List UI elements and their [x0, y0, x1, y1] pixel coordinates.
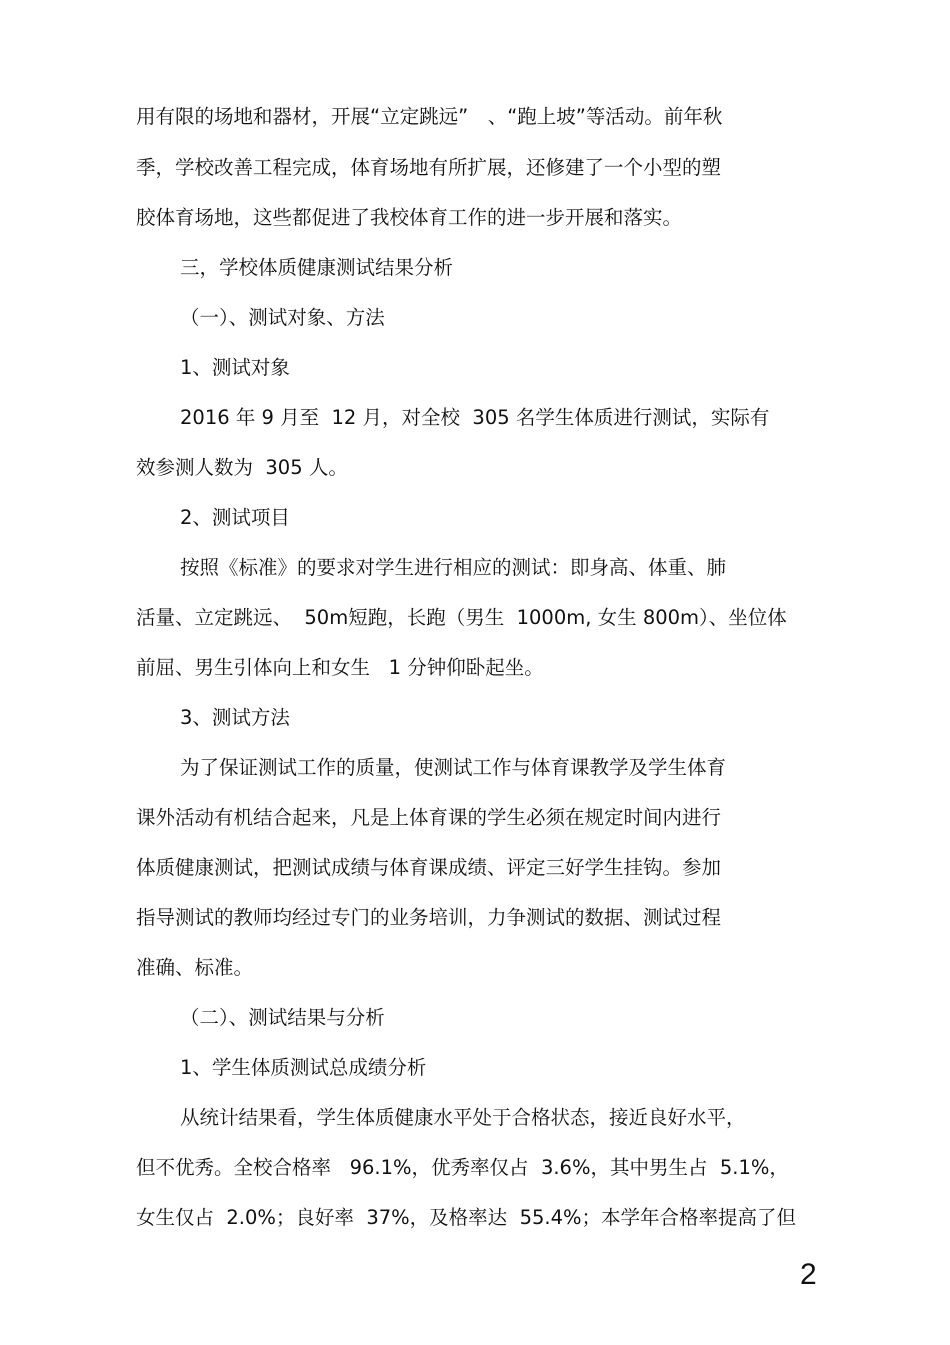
body-text-line: 活量、立定跳远、 50m短跑，长跑（男生 1000m, 女生 800m）、坐位体 [136, 606, 787, 629]
item-heading: 1、测试对象 [180, 356, 290, 379]
body-text-line: 为了保证测试工作的质量，使测试工作与体育课教学及学生体育 [180, 756, 727, 779]
body-text-line: 课外活动有机结合起来，凡是上体育课的学生必须在规定时间内进行 [136, 806, 722, 829]
body-text-line: 前屈、男生引体向上和女生 1 分钟仰卧起坐。 [136, 656, 544, 679]
item-heading: 3、测试方法 [180, 706, 290, 729]
item-heading: 2、测试项目 [180, 506, 290, 529]
subsection-heading: （二）、测试结果与分析 [180, 1006, 385, 1029]
body-text-line: 按照《标准》的要求对学生进行相应的测试：即身高、体重、肺 [180, 556, 727, 579]
body-text-line: 指导测试的教师均经过专门的业务培训，力争测试的数据、测试过程 [136, 906, 722, 929]
body-text-line: 女生仅占 2.0%；良好率 37%，及格率达 55.4%；本学年合格率提高了但 [136, 1206, 797, 1229]
body-text-line: 季，学校改善工程完成，体育场地有所扩展，还修建了一个小型的塑 [136, 156, 722, 179]
page-number: 2 [800, 1258, 817, 1291]
body-text-line: 从统计结果看，学生体质健康水平处于合格状态，接近良好水平， [180, 1106, 746, 1129]
section-heading: 三，学校体质健康测试结果分析 [180, 256, 454, 279]
body-text-line: 但不优秀。全校合格率 96.1%，优秀率仅占 3.6%，其中男生占 5.1%， [136, 1156, 789, 1179]
item-heading: 1、学生体质测试总成绩分析 [180, 1056, 427, 1079]
body-text-line: 效参测人数为 305 人。 [136, 456, 348, 479]
body-text-line: 体质健康测试，把测试成绩与体育课成绩、评定三好学生挂钩。参加 [136, 856, 722, 879]
body-text-line: 胶体育场地，这些都促进了我校体育工作的进一步开展和落实。 [136, 206, 683, 229]
body-text-line: 2016 年 9 月至 12 月，对全校 305 名学生体质进行测试，实际有 [180, 406, 770, 429]
body-text-line: 准确、标准。 [136, 956, 254, 979]
body-text-line: 用有限的场地和器材，开展“立定跳远” 、“跑上坡”等活动。前年秋 [136, 105, 723, 128]
subsection-heading: （一）、测试对象、方法 [180, 306, 385, 329]
